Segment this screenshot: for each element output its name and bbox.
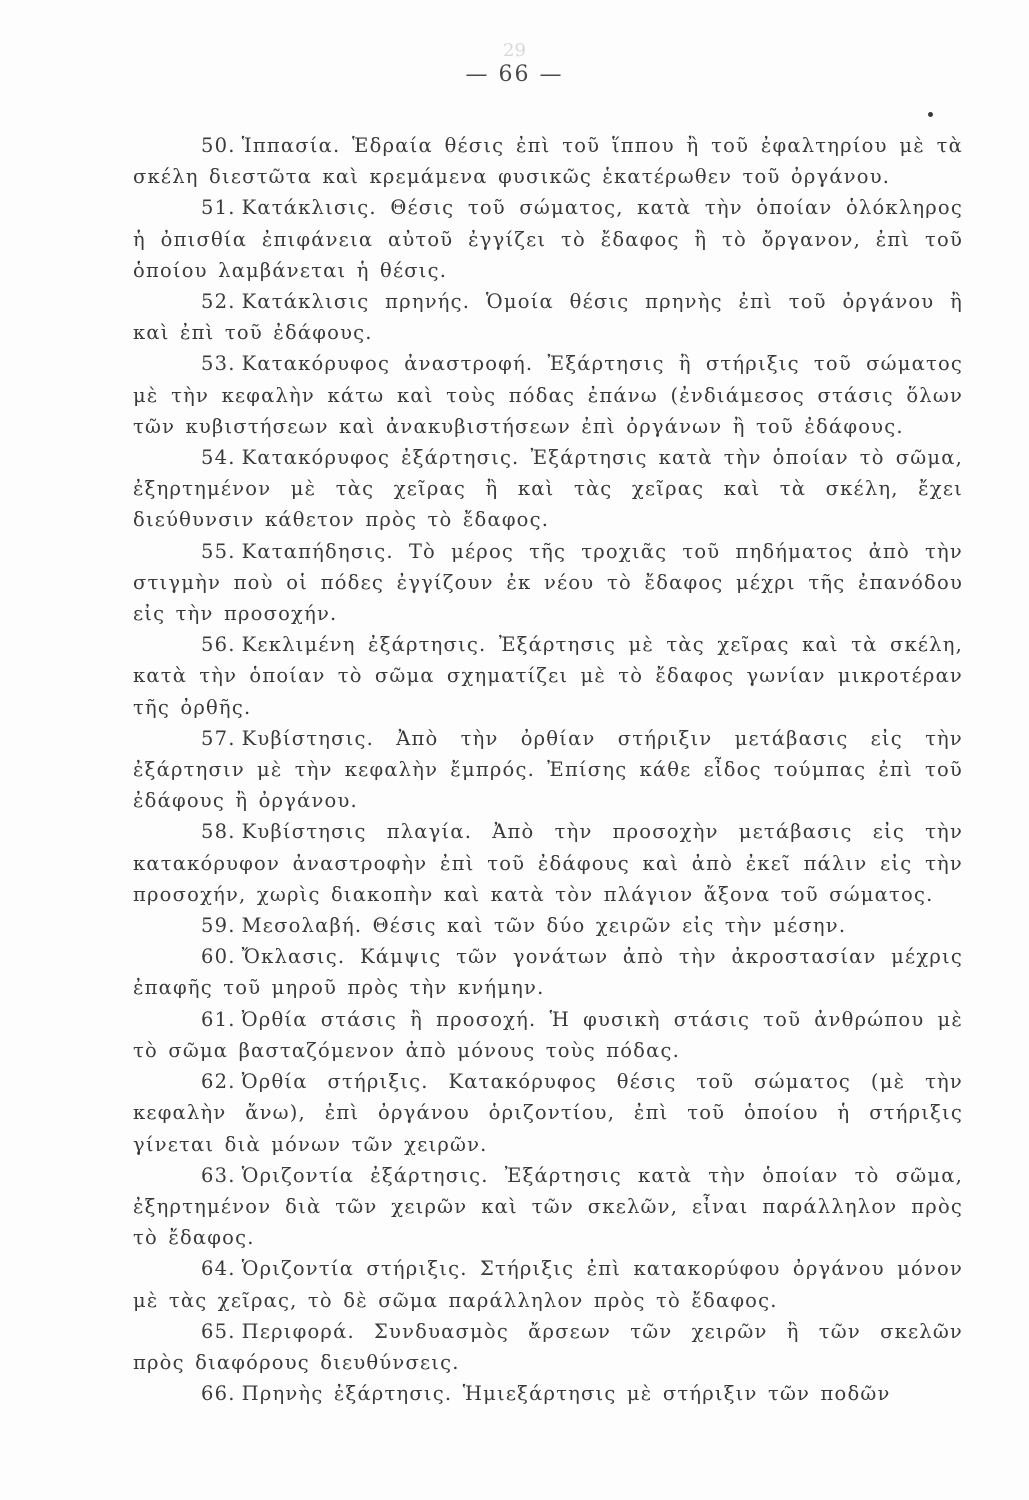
entry-text: Κυβίστησις. Ἀπὸ τὴν ὀρθίαν στήριξιν μετάβασις εἰς τὴν ἐξάρτησιν μὲ τὴν κεφαλὴν ἔμπρός. Ἐπίσης κάθε εἶδος τούμπας ἐπὶ τοῦ ἐδάφους ἢ ὀργάνου. bbox=[133, 726, 963, 813]
glossary-entry-54 bbox=[133, 442, 963, 536]
glossary-entry-56 bbox=[133, 629, 963, 723]
entry-number: 53. bbox=[201, 352, 236, 376]
page-number: — 66 — bbox=[465, 62, 564, 87]
glossary-entry-53 bbox=[133, 348, 963, 442]
glossary-entry-62 bbox=[133, 1066, 963, 1160]
glossary-body bbox=[133, 130, 963, 1409]
glossary-entry-51 bbox=[133, 192, 963, 286]
bleed-through-page-number: 29 bbox=[503, 40, 526, 61]
glossary-entry-52 bbox=[133, 286, 963, 348]
glossary-entry-65 bbox=[133, 1316, 963, 1378]
entry-text: Ὁριζοντία ἐξάρτησις. Ἐξάρτησις κατὰ τὴν ὁποίαν τὸ σῶμα, ἐξηρτημένον διὰ τῶν χειρῶν καὶ τῶν σκελῶν, εἶναι παράλληλον πρὸς τὸ ἔδαφος. bbox=[133, 1163, 963, 1250]
entry-text: Ὀρθία στάσις ἢ προσοχή. Ἡ φυσικὴ στάσις τοῦ ἀνθρώπου μὲ τὸ σῶμα βασταζόμενον ἀπὸ μόνους τοὺς πόδας. bbox=[133, 1007, 963, 1062]
glossary-entry-59 bbox=[133, 910, 963, 941]
entry-text: Ἱππασία. Ἑδραία θέσις ἐπὶ τοῦ ἵππου ἢ τοῦ ἐφαλτηρίου μὲ τὰ σκέλη διεστῶτα καὶ κρεμάμενα φυσικῶς ἑκατέρωθεν τοῦ ὀργάνου. bbox=[133, 134, 963, 189]
entry-text: Κυβίστησις πλαγία. Ἀπὸ τὴν προσοχὴν μετάβασις εἰς τὴν κατακόρυφον ἀναστροφὴν ἐπὶ τοῦ ἐδάφους καὶ ἀπὸ ἐκεῖ πάλιν εἰς τὴν προσοχήν, χωρὶς διακοπὴν καὶ κατὰ τὸν πλάγιον ἄξονα τοῦ σώματος. bbox=[133, 820, 963, 906]
glossary-entry-50 bbox=[133, 130, 963, 192]
entry-text: Μεσολαβή. Θέσις καὶ τῶν δύο χειρῶν εἰς τὴν μέσην. bbox=[241, 914, 847, 938]
entry-text: Κατάκλισις. Θέσις τοῦ σώματος, κατὰ τὴν ὁποίαν ὁλόκληρος ἡ ὀπισθία ἐπιφάνεια αὐτοῦ ἐγγίζει τὸ ἔδαφος ἢ τὸ ὄργανον, ἐπὶ τοῦ ὁποίου λαμβάνεται ἡ θέσις. bbox=[133, 196, 963, 282]
entry-text: Ὀρθία στήριξις. Κατακόρυφος θέσις τοῦ σώματος (μὲ τὴν κεφαλὴν ἄνω), ἐπὶ ὀργάνου ὁριζοντίου, ἐπὶ τοῦ ὁποίου ἡ στήριξις γίνεται διὰ μόνων τῶν χειρῶν. bbox=[133, 1070, 963, 1156]
entry-number: 59. bbox=[201, 914, 236, 938]
entry-number: 61. bbox=[201, 1007, 236, 1031]
entry-number: 54. bbox=[201, 446, 236, 470]
entry-number: 50. bbox=[201, 134, 236, 157]
entry-text: Κατακόρυφος ἐξάρτησις. Ἐξάρτησις κατὰ τὴν ὁποίαν τὸ σῶμα, ἐξηρτημένον μὲ τὰς χεῖρας ἢ καὶ τὰς χεῖρας καὶ τὰ σκέλη, ἔχει διεύθυνσιν κάθετον πρὸς τὸ ἔδαφος. bbox=[133, 446, 963, 532]
entry-text: Πρηνὴς ἐξάρτησις. Ἡμιεξάρτησις μὲ στήριξιν τῶν ποδῶν bbox=[241, 1382, 891, 1406]
glossary-entry-60 bbox=[133, 941, 963, 1003]
entry-number: 58. bbox=[201, 820, 236, 844]
glossary-entry-63 bbox=[133, 1160, 963, 1254]
entry-text: Κατάκλισις πρηνής. Ὁμοία θέσις πρηνὴς ἐπὶ τοῦ ὀργάνου ἢ καὶ ἐπὶ τοῦ ἐδάφους. bbox=[133, 290, 963, 345]
entry-number: 57. bbox=[201, 726, 236, 750]
entry-text: Ὄκλασις. Κάμψις τῶν γονάτων ἀπὸ τὴν ἀκροστασίαν μέχρις ἐπαφῆς τοῦ μηροῦ πρὸς τὴν κνήμην. bbox=[133, 945, 963, 1000]
entry-number: 63. bbox=[201, 1163, 236, 1187]
glossary-entry-66 bbox=[133, 1378, 963, 1409]
entry-text: Κατακόρυφος ἀναστροφή. Ἐξάρτησις ἢ στήριξις τοῦ σώματος μὲ τὴν κεφαλὴν κάτω καὶ τοὺς πόδας ἐπάνω (ἐνδιάμεσος στάσις ὅλων τῶν κυβιστήσεων καὶ ἀνακυβιστήσεων ἐπὶ ὀργάνων ἢ τοῦ ἐδάφους. bbox=[133, 352, 963, 438]
ink-dot-mark bbox=[928, 112, 933, 117]
glossary-entry-64 bbox=[133, 1253, 963, 1315]
entry-number: 55. bbox=[201, 539, 236, 563]
entry-number: 65. bbox=[201, 1319, 236, 1343]
entry-number: 62. bbox=[201, 1070, 236, 1094]
glossary-entry-58 bbox=[133, 816, 963, 910]
glossary-entry-57 bbox=[133, 723, 963, 817]
entry-number: 56. bbox=[201, 633, 236, 657]
entry-number: 66. bbox=[201, 1382, 236, 1406]
entry-text: Περιφορά. Συνδυασμὸς ἄρσεων τῶν χειρῶν ἢ τῶν σκελῶν πρὸς διαφόρους διευθύνσεις. bbox=[133, 1319, 963, 1374]
glossary-entry-61 bbox=[133, 1004, 963, 1066]
entry-number: 60. bbox=[201, 945, 236, 969]
entry-text: Ὁριζοντία στήριξις. Στήριξις ἐπὶ κατακορύφου ὀργάνου μόνον μὲ τὰς χεῖρας, τὸ δὲ σῶμα παράλληλον πρὸς τὸ ἔδαφος. bbox=[133, 1257, 963, 1312]
entry-text: Καταπήδησις. Τὸ μέρος τῆς τροχιᾶς τοῦ πηδήματος ἀπὸ τὴν στιγμὴν ποὺ οἱ πόδες ἐγγίζουν ἐκ νέου τὸ ἔδαφος μέχρι τῆς ἐπανόδου εἰς τὴν προσοχήν. bbox=[133, 539, 963, 626]
entry-text: Κεκλιμένη ἐξάρτησις. Ἐξάρτησις μὲ τὰς χεῖρας καὶ τὰ σκέλη, κατὰ τὴν ὁποίαν τὸ σῶμα σχηματίζει μὲ τὸ ἔδαφος γωνίαν μικροτέραν τῆς ὀρθῆς. bbox=[133, 633, 963, 719]
entry-number: 64. bbox=[201, 1257, 236, 1281]
glossary-entry-55 bbox=[133, 536, 963, 630]
entry-number: 52. bbox=[201, 290, 236, 314]
entry-number: 51. bbox=[201, 196, 236, 220]
